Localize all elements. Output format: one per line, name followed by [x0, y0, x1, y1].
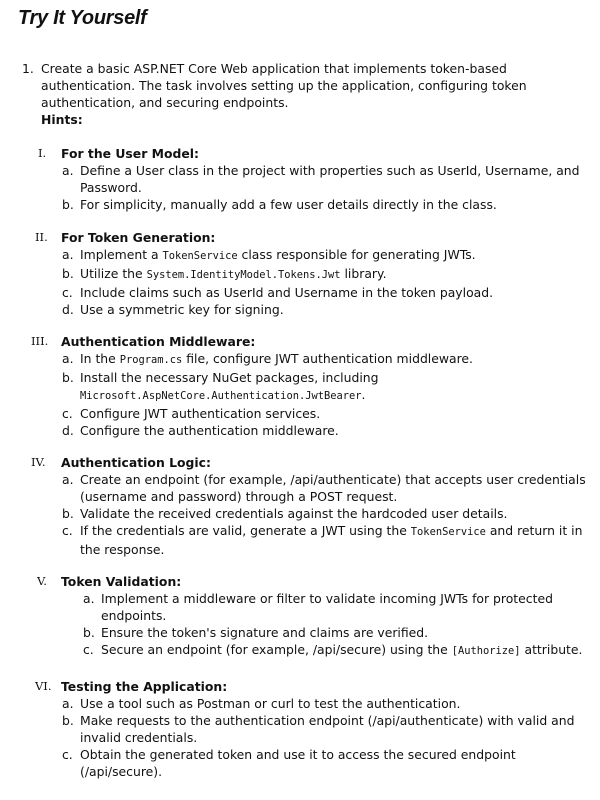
hint-item [83, 624, 583, 641]
hint-text: Use a symmetric key for signing. [80, 302, 284, 317]
hint-letter: c. [62, 285, 73, 300]
hint-letter: b. [62, 506, 74, 521]
code-snippet: System.IdentityModel.Tokens.Jwt [146, 269, 341, 281]
task-number: 1. [22, 61, 34, 76]
hint-text: . [361, 387, 366, 402]
section-heading: Authentication Logic: [61, 455, 211, 470]
hint-list [62, 350, 582, 439]
hint-list [62, 162, 587, 213]
hint-text: Use a tool such as Postman or curl to test the authentication. [80, 696, 461, 711]
hint-item [62, 369, 582, 405]
hint-item [62, 712, 577, 746]
hint-letter: d. [62, 423, 74, 438]
hint-list [62, 471, 587, 558]
hint-list [83, 590, 583, 660]
hint-item [62, 162, 587, 196]
code-snippet: [Authorize] [451, 645, 521, 657]
hint-item [62, 350, 582, 369]
hint-letter: b. [62, 266, 74, 281]
hint-letter: b. [62, 370, 74, 385]
hint-letter: a. [62, 696, 74, 711]
code-snippet: TokenService [410, 526, 486, 538]
hint-item [62, 522, 587, 558]
hint-letter: b. [83, 625, 95, 640]
hint-list [62, 246, 582, 318]
section-numeral: IV. [31, 455, 46, 469]
hint-letter: b. [62, 197, 74, 212]
hint-text: Implement a [80, 247, 163, 262]
hint-item [62, 246, 582, 265]
section-heading: Token Validation: [61, 574, 182, 589]
hint-item [83, 590, 583, 624]
page-title: Try It Yourself [18, 7, 147, 29]
hint-item [62, 284, 582, 301]
hint-text: Configure the authentication middleware. [80, 423, 339, 438]
hint-item [62, 301, 582, 318]
hint-letter: c. [62, 406, 73, 421]
hint-text: class responsible for generating JWTs. [237, 247, 476, 262]
code-snippet: Program.cs [119, 354, 183, 366]
hint-text: Implement a middleware or filter to validate incoming JWTs for protected endpoints. [101, 591, 553, 623]
hint-list [62, 695, 577, 780]
hint-text: If the credentials are valid, generate a JWT using the [80, 523, 411, 538]
section-numeral: II. [35, 230, 48, 244]
hint-item [62, 196, 587, 213]
hint-item [83, 641, 583, 660]
section-heading: For the User Model: [61, 146, 199, 161]
code-snippet: TokenService [162, 250, 238, 262]
hint-letter: a. [62, 472, 74, 487]
hint-letter: d. [62, 302, 74, 317]
hint-text: library. [340, 266, 387, 281]
code-snippet: Microsoft.AspNetCore.Authentication.JwtBearer [80, 390, 362, 402]
section-heading: For Token Generation: [61, 230, 216, 245]
hint-text: Validate the received credentials against the hardcoded user details. [80, 506, 508, 521]
hint-text: Create an endpoint (for example, /api/authenticate) that accepts user credentials (username and password) through a POST request. [80, 472, 586, 504]
hint-item [62, 746, 577, 780]
section-numeral: III. [31, 334, 49, 348]
hint-item [62, 422, 582, 439]
hint-letter: a. [62, 163, 74, 178]
hint-letter: c. [83, 642, 94, 657]
hint-text: Install the necessary NuGet packages, including [80, 370, 379, 385]
hint-text: Configure JWT authentication services. [80, 406, 321, 421]
hint-letter: a. [83, 591, 95, 606]
hint-item [62, 471, 587, 505]
hint-letter: b. [62, 713, 74, 728]
hint-text: Ensure the token's signature and claims are verified. [101, 625, 429, 640]
hint-text: Utilize the [80, 266, 147, 281]
hint-text: and return it in the response. [80, 523, 583, 557]
section-numeral: V. [37, 574, 47, 588]
hint-item [62, 265, 582, 284]
section-numeral: VI. [35, 679, 52, 693]
hint-item [62, 505, 587, 522]
task-intro [22, 60, 587, 128]
hint-text: attribute. [520, 642, 583, 657]
hint-text: For simplicity, manually add a few user details directly in the class. [80, 197, 497, 212]
hint-text: Obtain the generated token and use it to access the secured endpoint (/api/secure). [80, 747, 516, 779]
hint-text: Define a User class in the project with properties such as UserId, Username, and Password. [80, 163, 580, 195]
section-numeral: I. [38, 146, 47, 160]
hint-item [62, 695, 577, 712]
hints-label: Hints: [41, 112, 83, 127]
hint-letter: c. [62, 747, 73, 762]
task-description: Create a basic ASP.NET Core Web application that implements token-based authentication. The task involves setting up the application, configuring token authentication, and securing endpoints. [41, 61, 527, 110]
hint-item [62, 405, 582, 422]
hint-text: file, configure JWT authentication middleware. [182, 351, 473, 366]
hint-letter: a. [62, 351, 74, 366]
hint-text: Secure an endpoint (for example, /api/secure) using the [101, 642, 452, 657]
hint-letter: a. [62, 247, 74, 262]
section-heading: Testing the Application: [61, 679, 228, 694]
hint-text: In the [80, 351, 120, 366]
hint-text: Make requests to the authentication endpoint (/api/authenticate) with valid and invalid credentials. [80, 713, 575, 745]
hint-text: Include claims such as UserId and Username in the token payload. [80, 285, 494, 300]
hint-letter: c. [62, 523, 73, 538]
section-heading: Authentication Middleware: [61, 334, 256, 349]
